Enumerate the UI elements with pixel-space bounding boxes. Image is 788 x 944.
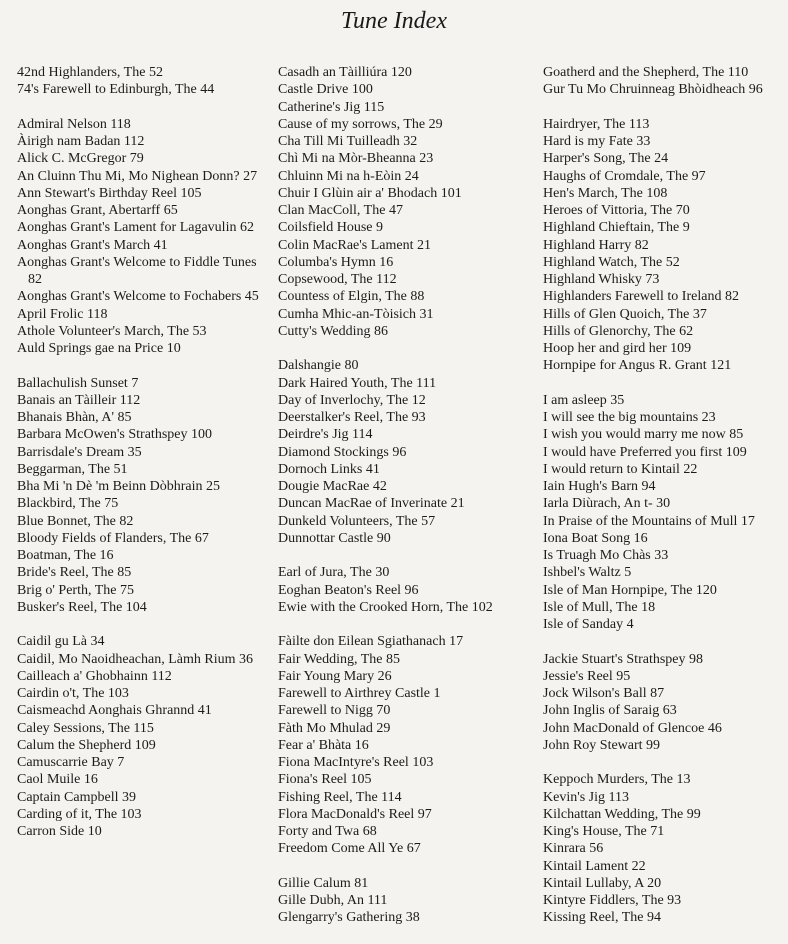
index-letter-group — [17, 116, 269, 358]
index-entry: Freedom Come All Ye 67 — [278, 841, 421, 857]
index-entry: Gillie Calum 81 — [278, 875, 369, 891]
index-entry: Blue Bonnet, The 82 — [17, 513, 134, 529]
index-entry: Heroes of Vittoria, The 70 — [543, 203, 690, 218]
index-entry: Cutty's Wedding 86 — [278, 323, 389, 339]
index-entry: Dornoch Links 41 — [278, 461, 380, 477]
index-entry: Cairdin o't, The 103 — [17, 686, 129, 701]
index-entry: Gur Tu Mo Chruinneag Bhòidheach 96 — [543, 82, 763, 98]
index-entry: Day of Inverlochy, The 12 — [278, 392, 426, 408]
index-entry: Caley Sessions, The 115 — [17, 720, 154, 736]
index-entry: Auld Springs gae na Price 10 — [17, 341, 181, 356]
index-entry: Cause of my sorrows, The 29 — [278, 116, 443, 132]
index-entry: John MacDonald of Glencoe 46 — [543, 720, 722, 736]
index-entry: King's House, The 71 — [543, 824, 665, 839]
index-entry: Kintail Lament 22 — [543, 858, 646, 874]
index-entry: Iarla Diùrach, An t- 30 — [543, 496, 671, 512]
index-entry: 74's Farewell to Edinburgh, The 44 — [17, 82, 215, 98]
index-entry: John Roy Stewart 99 — [543, 737, 661, 753]
index-entry: Casadh an Tàilliúra 120 — [278, 65, 412, 80]
index-entry: Banais an Tàilleir 112 — [17, 392, 141, 408]
index-entry: Catherine's Jig 115 — [278, 99, 385, 115]
index-entry: Carron Side 10 — [17, 824, 102, 839]
index-entry: Isle of Man Hornpipe, The 120 — [543, 582, 717, 598]
index-entry: Isle of Mull, The 18 — [543, 599, 656, 615]
index-entry: Ballachulish Sunset 7 — [17, 375, 139, 391]
index-entry: Highland Watch, The 52 — [543, 254, 680, 270]
index-entry: Beggarman, The 51 — [17, 461, 128, 477]
index-entry: Boatman, The 16 — [17, 548, 114, 563]
index-entry: Hoop her and gird her 109 — [543, 341, 692, 356]
index-letter-group — [543, 64, 788, 99]
index-letter-group — [278, 564, 536, 616]
index-entry: Copsewood, The 112 — [278, 272, 397, 287]
index-entry: Bhanais Bhàn, A' 85 — [17, 410, 132, 425]
index-entry: Keppoch Murders, The 13 — [543, 772, 691, 788]
index-entry: I will see the big mountains 23 — [543, 410, 716, 425]
index-entry: Ewie with the Crooked Horn, The 102 — [278, 599, 493, 615]
index-entry: Caismeachd Aonghais Ghrannd 41 — [17, 703, 212, 719]
index-entry: Jessie's Reel 95 — [543, 668, 631, 684]
index-entry: Diamond Stockings 96 — [278, 444, 407, 460]
index-entry: Kintail Lullaby, A 20 — [543, 875, 662, 891]
index-entry: Clan MacColl, The 47 — [278, 203, 403, 218]
index-entry: Dunnottar Castle 90 — [278, 530, 391, 546]
index-entry: Hills of Glen Quoich, The 37 — [543, 306, 707, 322]
index-entry: Iain Hugh's Barn 94 — [543, 479, 656, 494]
index-column-1 — [17, 64, 269, 858]
index-entry: Fair Young Mary 26 — [278, 668, 392, 684]
index-entry: Highlanders Farewell to Ireland 82 — [543, 289, 739, 305]
index-entry: Aonghas Grant's Welcome to Fochabers 45 — [17, 289, 259, 305]
index-entry: Caol Muile 16 — [17, 772, 98, 788]
index-entry: Hornpipe for Angus R. Grant 121 — [543, 358, 732, 374]
index-entry: Fear a' Bhàta 16 — [278, 737, 369, 753]
index-entry: Ishbel's Waltz 5 — [543, 565, 632, 581]
index-entry: Blackbird, The 75 — [17, 496, 119, 512]
index-entry: Castle Drive 100 — [278, 82, 373, 98]
index-entry: Bloody Fields of Flanders, The 67 — [17, 530, 209, 546]
index-entry: Brig o' Perth, The 75 — [17, 582, 134, 598]
index-entry: Fàth Mo Mhulad 29 — [278, 720, 391, 736]
index-letter-group — [17, 633, 269, 840]
index-entry: Columba's Hymn 16 — [278, 254, 394, 270]
index-entry: Barbara McOwen's Strathspey 100 — [17, 427, 212, 443]
index-entry: Barrisdale's Dream 35 — [17, 444, 142, 460]
index-entry: I am asleep 35 — [543, 392, 625, 408]
index-entry: Cha Till Mi Tuilleadh 32 — [278, 134, 418, 149]
index-entry: Highland Chieftain, The 9 — [543, 220, 690, 236]
index-entry: Farewell to Nigg 70 — [278, 703, 391, 719]
index-entry: John Inglis of Saraig 63 — [543, 703, 677, 719]
index-letter-group — [278, 875, 536, 927]
index-entry: Dougie MacRae 42 — [278, 479, 387, 494]
index-letter-group — [17, 64, 269, 99]
index-entry: Dark Haired Youth, The 111 — [278, 375, 437, 391]
index-letter-group — [17, 375, 269, 617]
index-entry: Coilsfield House 9 — [278, 220, 383, 236]
index-entry: Earl of Jura, The 30 — [278, 565, 390, 581]
index-entry: Jock Wilson's Ball 87 — [543, 686, 665, 701]
index-letter-group — [278, 633, 536, 857]
index-letter-group — [278, 64, 536, 340]
index-entry: Kinrara 56 — [543, 841, 604, 857]
index-entry: Colin MacRae's Lament 21 — [278, 237, 431, 253]
index-entry: Harper's Song, The 24 — [543, 151, 669, 167]
index-entry: April Frolic 118 — [17, 306, 108, 322]
index-entry: Admiral Nelson 118 — [17, 116, 131, 132]
index-entry: Isle of Sanday 4 — [543, 617, 634, 632]
index-entry: Farewell to Airthrey Castle 1 — [278, 686, 441, 701]
index-entry: Calum the Shepherd 109 — [17, 737, 156, 753]
index-entry: Goatherd and the Shepherd, The 110 — [543, 65, 749, 80]
index-entry: Iona Boat Song 16 — [543, 530, 648, 546]
page-title: Tune Index — [341, 8, 447, 34]
index-entry: Is Truagh Mo Chàs 33 — [543, 548, 669, 563]
index-letter-group — [543, 771, 788, 926]
index-entry: An Cluinn Thu Mi, Mo Nighean Donn? 27 — [17, 168, 258, 184]
index-column-3 — [543, 64, 788, 944]
index-entry: Forty and Twa 68 — [278, 824, 377, 839]
index-entry: Fishing Reel, The 114 — [278, 789, 402, 805]
index-entry: In Praise of the Mountains of Mull 17 — [543, 513, 755, 529]
index-entry: Kevin's Jig 113 — [543, 789, 630, 805]
index-entry: Chì Mi na Mòr-Bheanna 23 — [278, 151, 434, 167]
index-entry: Fàilte don Eilean Sgiathanach 17 — [278, 634, 464, 650]
index-letter-group — [543, 116, 788, 375]
index-entry: Aonghas Grant, Abertarff 65 — [17, 203, 178, 218]
index-entry: I would return to Kintail 22 — [543, 461, 698, 477]
index-entry: Gille Dubh, An 111 — [278, 893, 388, 908]
index-letter-group — [543, 392, 788, 634]
index-letter-group — [278, 357, 536, 547]
index-entry: Highland Whisky 73 — [543, 272, 660, 287]
index-entry: Athole Volunteer's March, The 53 — [17, 323, 207, 339]
index-entry: Countess of Elgin, The 88 — [278, 289, 425, 305]
index-entry: Kissing Reel, The 94 — [543, 910, 661, 926]
index-entry: Fiona MacIntyre's Reel 103 — [278, 755, 434, 770]
index-entry: Chluinn Mi na h-Eòin 24 — [278, 168, 419, 184]
index-entry: Alick C. McGregor 79 — [17, 151, 144, 167]
index-entry: Aonghas Grant's Welcome to Fiddle Tunes 82 — [17, 254, 257, 287]
index-entry: Carding of it, The 103 — [17, 806, 142, 822]
index-column-2 — [278, 64, 536, 944]
index-entry: Deerstalker's Reel, The 93 — [278, 410, 426, 425]
index-entry: Hard is my Fate 33 — [543, 134, 651, 149]
index-entry: Bride's Reel, The 85 — [17, 565, 132, 581]
index-entry: Kilchattan Wedding, The 99 — [543, 806, 701, 822]
index-entry: Hills of Glenorchy, The 62 — [543, 323, 694, 339]
index-entry: Cumha Mhic-an-Tòisich 31 — [278, 306, 434, 322]
index-entry: Camuscarrie Bay 7 — [17, 755, 125, 770]
index-entry: I wish you would marry me now 85 — [543, 427, 744, 443]
index-entry: Busker's Reel, The 104 — [17, 599, 147, 615]
index-entry: Deirdre's Jig 114 — [278, 427, 373, 443]
index-entry: Haughs of Cromdale, The 97 — [543, 168, 706, 184]
index-entry: Aonghas Grant's March 41 — [17, 237, 168, 253]
index-entry: Fair Wedding, The 85 — [278, 651, 401, 667]
index-entry: Àirigh nam Badan 112 — [17, 134, 145, 149]
index-entry: Flora MacDonald's Reel 97 — [278, 806, 432, 822]
index-entry: Eoghan Beaton's Reel 96 — [278, 582, 419, 598]
index-entry: I would have Preferred you first 109 — [543, 444, 747, 460]
index-entry: 42nd Highlanders, The 52 — [17, 65, 163, 80]
index-entry: Hen's March, The 108 — [543, 185, 668, 201]
index-entry: Caidil, Mo Naoidheachan, Làmh Rium 36 — [17, 651, 254, 667]
index-entry: Glengarry's Gathering 38 — [278, 910, 420, 926]
index-entry: Jackie Stuart's Strathspey 98 — [543, 651, 703, 667]
index-entry: Highland Harry 82 — [543, 237, 649, 253]
index-entry: Dalshangie 80 — [278, 358, 359, 374]
index-entry: Chuir I Glùin air a' Bhodach 101 — [278, 185, 462, 201]
index-entry: Cailleach a' Ghobhainn 112 — [17, 668, 172, 684]
index-entry: Duncan MacRae of Inverinate 21 — [278, 496, 465, 512]
index-entry: Kintyre Fiddlers, The 93 — [543, 893, 682, 908]
index-entry: Caidil gu Là 34 — [17, 634, 105, 650]
index-entry: Ann Stewart's Birthday Reel 105 — [17, 185, 202, 201]
index-entry: Hairdryer, The 113 — [543, 116, 650, 132]
index-entry: Aonghas Grant's Lament for Lagavulin 62 — [17, 220, 254, 236]
index-entry: Fiona's Reel 105 — [278, 772, 372, 788]
index-entry: Bha Mi 'n Dè 'm Beinn Dòbhrain 25 — [17, 479, 220, 494]
index-entry: Dunkeld Volunteers, The 57 — [278, 513, 436, 529]
index-letter-group — [543, 651, 788, 755]
index-entry: Captain Campbell 39 — [17, 789, 136, 805]
